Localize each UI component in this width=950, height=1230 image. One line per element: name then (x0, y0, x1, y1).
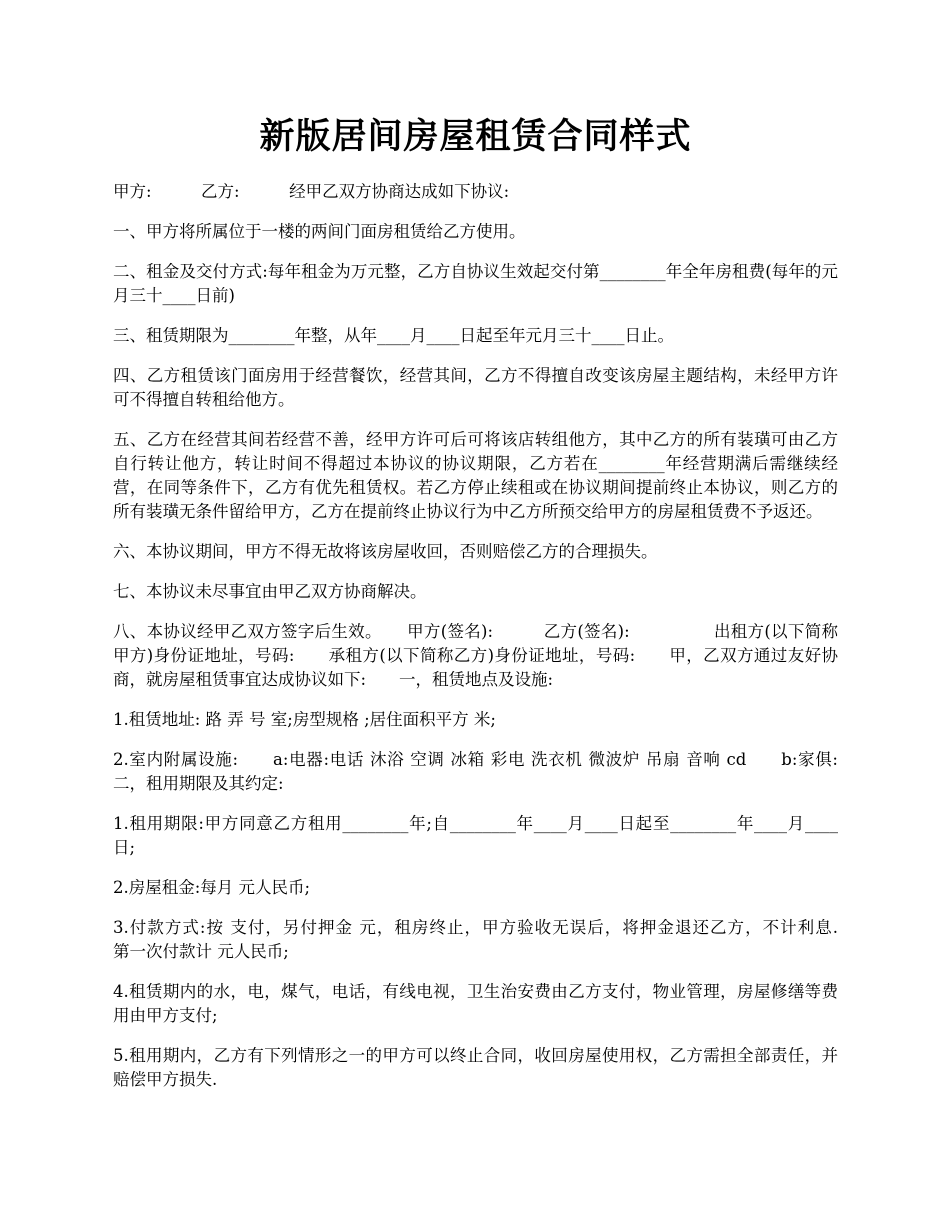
paragraph-clause-5: 五、乙方在经营其间若经营不善，经甲方许可后可将该店转组他方，其中乙方的所有装璜可由乙方自行转让他方，转让时间不得超过本协议的协议期限，乙方若在________年经营期满后需继续经营，在同等条件下，乙方有优先租赁权。若乙方停止续租或在协议期间提前终止本协议，则乙方的所有装璜无条件留给甲方，乙方在提前终止协议行为中乙方所预交给甲方的房屋租赁费不予返还。 (113, 430, 838, 521)
paragraph-clause-2: 二、租金及交付方式:每年租金为万元整，乙方自协议生效起交付第________年全年房租费(每年的元月三十____日前) (113, 262, 838, 305)
paragraph-clause-7: 七、本协议未尽事宜由甲乙双方协商解决。 (113, 582, 427, 601)
document-title: 新版居间房屋租赁合同样式 (259, 116, 692, 157)
paragraph-lease-term: 1.租用期限:甲方同意乙方租用________年;自________年____月____日起至________年____月____日; (113, 814, 838, 857)
paragraph-termination: 5.租用期内，乙方有下列情形之一的甲方可以终止合同，收回房屋使用权，乙方需担全部责任，并赔偿甲方损失. (113, 1046, 838, 1089)
paragraph-clause-4: 四、乙方租赁该门面房用于经营餐饮，经营其间，乙方不得擅自改变该房屋主题结构，未经甲方许可不得擅自转租给他方。 (113, 366, 838, 409)
paragraph-clause-1: 一、甲方将所属位于一楼的两间门面房租赁给乙方使用。 (113, 222, 526, 241)
paragraph-utilities: 4.租赁期内的水，电，煤气，电话，有线电视，卫生治安费由乙方支付，物业管理，房屋修缮等费用由甲方支付; (113, 982, 838, 1025)
paragraph-clause-8: 八、本协议经甲乙双方签字后生效。 甲方(签名): 乙方(签名): 出租方(以下简称甲方)身份证地址，号码: 承租方(以下简称乙方)身份证地址，号码: 甲，乙双方通过友好协商，就房屋租赁事宜达成协议如下: 一，租赁地点及设施: (113, 622, 838, 689)
paragraph-parties: 甲方: 乙方: 经甲乙双方协商达成如下协议: (113, 182, 510, 201)
paragraph-clause-3: 三、租赁期限为________年整，从年____月____日起至年元月三十____日止。 (113, 326, 674, 345)
document-body (113, 180, 871, 1108)
paragraph-facilities: 2.室内附属设施: a:电器:电话 沐浴 空调 冰箱 彩电 洗衣机 微波炉 吊扇 音响 cd b:家俱: 二，租用期限及其约定: (113, 750, 871, 793)
paragraph-payment: 3.付款方式:按 支付，另付押金 元，租房终止，甲方验收无误后，将押金退还乙方，不计利息. 第一次付款计 元人民币; (113, 918, 871, 961)
paragraph-lease-address: 1.租赁地址: 路 弄 号 室;房型规格 ;居住面积平方 米; (113, 710, 496, 729)
paragraph-rent: 2.房屋租金:每月 元人民币; (113, 878, 311, 897)
paragraph-clause-6: 六、本协议期间，甲方不得无故将该房屋收回，否则赔偿乙方的合理损失。 (113, 542, 658, 561)
